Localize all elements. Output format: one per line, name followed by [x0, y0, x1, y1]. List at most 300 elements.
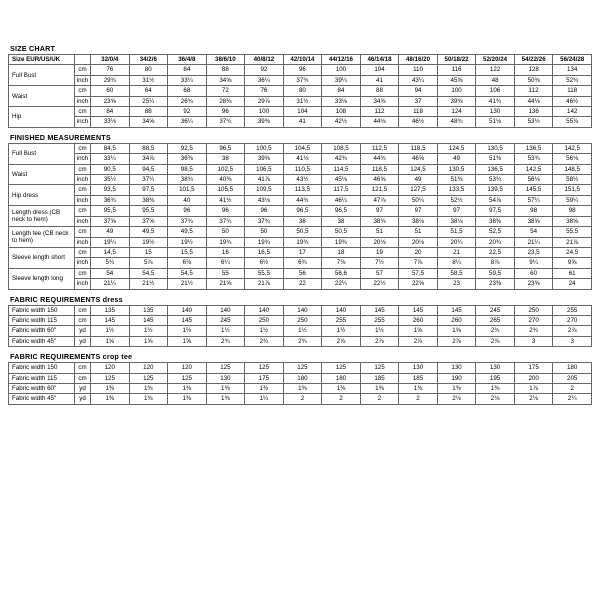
table-cell: 33¼	[91, 154, 130, 164]
table-cell: 104,5	[283, 143, 322, 153]
column-header-size: Size EUR/US/UK	[9, 55, 75, 65]
table-cell: 100	[437, 86, 476, 96]
table-cell: 21⅞	[245, 279, 284, 289]
table-cell: 1½	[245, 326, 284, 336]
column-header: 48/16/20	[399, 55, 438, 65]
table-cell: 25¼	[129, 96, 168, 106]
table-cell: 60	[91, 86, 130, 96]
column-header: 38/6/10	[206, 55, 245, 65]
table-cell: 2⅛	[514, 394, 553, 404]
table-cell: 38⅝	[553, 216, 592, 226]
table-cell: 31½	[129, 75, 168, 85]
table-cell: 128	[514, 65, 553, 75]
table-cell: 5¾	[91, 258, 130, 268]
table-cell: 130,5	[437, 164, 476, 174]
table-cell: 5⅞	[129, 258, 168, 268]
table-cell: 53¾	[514, 154, 553, 164]
table-cell: 2¾	[245, 336, 284, 346]
table-cell: 93,5	[91, 185, 130, 195]
table-cell: 1⅜	[91, 394, 130, 404]
row-label: Fabric width 45"	[9, 336, 75, 346]
table-cell: 1⅝	[91, 336, 130, 346]
row-unit: inch	[75, 175, 91, 185]
table-cell: 106	[476, 86, 515, 96]
table-cell: 118	[399, 107, 438, 117]
table-cell: 97,5	[129, 185, 168, 195]
table-cell: 118,5	[399, 143, 438, 153]
table-cell: 2⅛	[437, 394, 476, 404]
table-cell: 2⅞	[360, 336, 399, 346]
row-label: Fabric width 45"	[9, 394, 75, 404]
table-cell: 20	[399, 247, 438, 257]
table-cell: 2¼	[553, 394, 592, 404]
table-cell: 46½	[399, 117, 438, 127]
table-cell: 130	[206, 373, 245, 383]
table-cell: 38¾	[168, 175, 207, 185]
table-cell: 6¾	[283, 258, 322, 268]
table-cell: 14,5	[91, 247, 130, 257]
table-cell: 2¾	[476, 326, 515, 336]
table-cell: 98	[553, 206, 592, 216]
table-cell: 21¼	[514, 237, 553, 247]
table-cell: 24,5	[553, 247, 592, 257]
table-cell: 23⅜	[476, 279, 515, 289]
table-cell: 130	[399, 363, 438, 373]
table-cell: 1½	[129, 326, 168, 336]
table-cell: 48¾	[437, 117, 476, 127]
table-cell: 1⅜	[283, 383, 322, 393]
table-cell: 57	[360, 268, 399, 278]
table-cell: 56	[283, 268, 322, 278]
table-cell: 97	[399, 206, 438, 216]
table-cell: 16	[206, 247, 245, 257]
table-cell: 7½	[360, 258, 399, 268]
fabric-tee-table-wrapper	[8, 362, 592, 405]
table-cell: 1⅜	[129, 383, 168, 393]
table-cell: 118	[553, 86, 592, 96]
table-cell: 50,5	[322, 227, 361, 237]
table-cell: 22,5	[476, 247, 515, 257]
table-cell: 88,5	[129, 143, 168, 153]
table-cell: 96	[168, 206, 207, 216]
table-cell: 9⅝	[553, 258, 592, 268]
table-cell: 26¾	[168, 96, 207, 106]
table-cell: 124,5	[399, 164, 438, 174]
table-cell: 19¾	[206, 237, 245, 247]
table-cell: 37¾	[283, 75, 322, 85]
table-cell: 175	[245, 373, 284, 383]
table-cell: 142,5	[553, 143, 592, 153]
table-cell: 145	[91, 315, 130, 325]
table-cell: 1½	[91, 326, 130, 336]
column-header: 46/14/18	[360, 55, 399, 65]
table-cell: 38⅛	[399, 216, 438, 226]
table-cell: 37⅝	[91, 216, 130, 226]
table-cell: 22⅝	[399, 279, 438, 289]
table-cell: 55,5	[553, 227, 592, 237]
table-cell: 80	[129, 65, 168, 75]
table-cell: 19½	[129, 237, 168, 247]
table-cell: 59¼	[553, 195, 592, 205]
table-cell: 84	[322, 86, 361, 96]
table-cell: 118,5	[360, 164, 399, 174]
column-header: 44/12/16	[322, 55, 361, 65]
table-cell: 105,5	[206, 185, 245, 195]
table-cell: 125	[91, 373, 130, 383]
table-cell: 55,5	[245, 268, 284, 278]
table-cell: 140	[283, 305, 322, 315]
table-cell: 136	[514, 107, 553, 117]
table-cell: 42¾	[322, 154, 361, 164]
table-cell: 112	[514, 86, 553, 96]
table-cell: 200	[514, 373, 553, 383]
table-cell: 23,5	[514, 247, 553, 257]
table-cell: 2	[399, 394, 438, 404]
table-cell: 39⅜	[245, 117, 284, 127]
row-label: Fabric width 60"	[9, 383, 75, 393]
table-cell: 46½	[553, 96, 592, 106]
table-cell: 92	[168, 107, 207, 117]
table-cell: 54⅞	[476, 195, 515, 205]
table-cell: 106,5	[245, 164, 284, 174]
table-cell: 96,5	[322, 206, 361, 216]
table-cell: 140	[206, 305, 245, 315]
table-cell: 50¼	[399, 195, 438, 205]
table-cell: 1⅜	[360, 383, 399, 393]
column-header: 56/24/28	[553, 55, 592, 65]
table-row	[9, 206, 592, 216]
table-cell: 39⅝	[245, 154, 284, 164]
table-cell: 56⅛	[553, 154, 592, 164]
table-cell: 54,5	[129, 268, 168, 278]
table-cell: 53¾	[476, 175, 515, 185]
table-cell: 92,5	[168, 143, 207, 153]
table-cell: 125	[283, 363, 322, 373]
fabric-dress-table	[8, 305, 592, 348]
table-cell: 84	[168, 65, 207, 75]
table-cell: 110,5	[283, 164, 322, 174]
table-cell: 41½	[206, 195, 245, 205]
table-cell: 1⅝	[129, 336, 168, 346]
table-cell: 100	[245, 107, 284, 117]
table-cell: 64	[129, 86, 168, 96]
table-cell: 43½	[283, 175, 322, 185]
row-label: Sleeve length long	[9, 268, 75, 289]
table-cell: 120	[129, 363, 168, 373]
table-row	[9, 247, 592, 257]
table-cell: 125	[360, 363, 399, 373]
table-cell: 205	[553, 373, 592, 383]
table-cell: 52¾	[553, 75, 592, 85]
table-cell: 23	[437, 279, 476, 289]
table-cell: 43⅛	[245, 195, 284, 205]
column-header: 34/2/6	[129, 55, 168, 65]
fabric-tee-table	[8, 362, 592, 405]
table-cell: 6⅛	[168, 258, 207, 268]
table-cell: 190	[437, 373, 476, 383]
table-cell: 120	[168, 363, 207, 373]
table-cell: 20¼	[437, 237, 476, 247]
table-row	[9, 268, 592, 278]
table-cell: 1½	[168, 326, 207, 336]
table-cell: 145	[129, 315, 168, 325]
table-cell: 57¼	[514, 195, 553, 205]
table-cell: 38	[322, 216, 361, 226]
table-cell: 1⅝	[437, 326, 476, 336]
row-unit: inch	[75, 75, 91, 85]
row-label: Fabric width 150	[9, 305, 75, 315]
table-cell: 97	[360, 206, 399, 216]
size-chart-table-wrapper	[8, 54, 592, 128]
table-cell: 57,5	[399, 268, 438, 278]
table-cell: 44⅛	[514, 96, 553, 106]
table-cell: 38	[206, 154, 245, 164]
table-cell: 1½	[206, 326, 245, 336]
table-cell: 1⅝	[168, 336, 207, 346]
table-cell: 37¾	[206, 216, 245, 226]
table-cell: 2⅛	[476, 394, 515, 404]
row-label: Waist	[9, 86, 75, 107]
table-cell: 52,5	[476, 227, 515, 237]
table-cell: 51	[399, 227, 438, 237]
table-row	[9, 195, 592, 205]
row-unit: inch	[75, 117, 91, 127]
column-header: 50/18/22	[437, 55, 476, 65]
table-row	[9, 305, 592, 315]
table-row	[9, 315, 592, 325]
table-cell: 7⅞	[399, 258, 438, 268]
table-cell: 104	[283, 107, 322, 117]
row-unit: yd	[75, 336, 91, 346]
table-cell: 3	[514, 336, 553, 346]
column-header: 42/10/14	[283, 55, 322, 65]
row-unit: inch	[75, 216, 91, 226]
table-cell: 49,5	[168, 227, 207, 237]
table-row	[9, 117, 592, 127]
table-cell: 180	[283, 373, 322, 383]
table-cell: 142	[553, 107, 592, 117]
table-cell: 38⅜	[476, 216, 515, 226]
table-cell: 1⅜	[206, 383, 245, 393]
table-cell: 255	[322, 315, 361, 325]
table-cell: 96,5	[206, 143, 245, 153]
table-cell: 112	[360, 107, 399, 117]
row-unit: cm	[75, 107, 91, 117]
table-cell: 34⅝	[360, 96, 399, 106]
table-cell: 1⅞	[514, 383, 553, 393]
table-cell: 51⅜	[437, 175, 476, 185]
table-cell: 114,5	[322, 164, 361, 174]
row-label: Fabric width 60"	[9, 326, 75, 336]
table-cell: 148,5	[553, 164, 592, 174]
table-cell: 125	[322, 363, 361, 373]
table-cell: 109,5	[245, 185, 284, 195]
table-row	[9, 143, 592, 153]
table-cell: 102,5	[206, 164, 245, 174]
table-cell: 19½	[168, 237, 207, 247]
table-cell: 72	[206, 86, 245, 96]
table-cell: 88	[206, 65, 245, 75]
table-cell: 33⅛	[322, 96, 361, 106]
row-label: Length tee (CB neck to hem)	[9, 227, 75, 248]
table-cell: 58½	[553, 175, 592, 185]
row-unit: cm	[75, 65, 91, 75]
table-cell: 125	[168, 373, 207, 383]
table-cell: 36¼	[245, 75, 284, 85]
table-cell: 9¼	[514, 258, 553, 268]
row-label: Full Bust	[9, 143, 75, 164]
table-row	[9, 373, 592, 383]
table-cell: 17	[283, 247, 322, 257]
table-cell: 19¼	[91, 237, 130, 247]
table-cell: 53½	[514, 117, 553, 127]
table-cell: 245	[206, 315, 245, 325]
row-unit: cm	[75, 305, 91, 315]
fabric-dress-title: FABRIC REQUIREMENTS dress	[10, 294, 123, 304]
table-cell: 48	[476, 75, 515, 85]
table-cell: 2	[553, 383, 592, 393]
table-row	[9, 326, 592, 336]
table-cell: 135	[91, 305, 130, 315]
table-cell: 124	[437, 107, 476, 117]
table-cell: 23⅝	[91, 96, 130, 106]
table-cell: 37⅝	[129, 216, 168, 226]
table-cell: 21¼	[91, 279, 130, 289]
table-cell: 49	[437, 154, 476, 164]
table-cell: 1⅜	[129, 394, 168, 404]
column-header: 36/4/8	[168, 55, 207, 65]
table-cell: 34⅝	[206, 75, 245, 85]
table-cell: 2⅞	[437, 336, 476, 346]
table-cell: 19¾	[322, 237, 361, 247]
table-cell: 38	[283, 216, 322, 226]
table-cell: 88	[360, 86, 399, 96]
table-cell: 23⅝	[514, 279, 553, 289]
row-unit: cm	[75, 164, 91, 174]
table-cell: 2	[360, 394, 399, 404]
table-cell: 50,5	[283, 227, 322, 237]
table-cell: 76	[245, 86, 284, 96]
table-cell: 22	[283, 279, 322, 289]
table-cell: 124,5	[437, 143, 476, 153]
table-cell: 94	[399, 86, 438, 96]
table-cell: 68	[168, 86, 207, 96]
table-cell: 94,5	[129, 164, 168, 174]
table-cell: 44¾	[283, 195, 322, 205]
table-cell: 136,5	[514, 143, 553, 153]
table-cell: 1½	[360, 326, 399, 336]
table-cell: 96	[206, 206, 245, 216]
table-cell: 1⅜	[168, 383, 207, 393]
table-cell: 145	[360, 305, 399, 315]
table-cell: 116	[437, 65, 476, 75]
row-unit: yd	[75, 326, 91, 336]
table-cell: 96	[245, 206, 284, 216]
table-cell: 1½	[283, 326, 322, 336]
table-cell: 37¾	[206, 117, 245, 127]
table-cell: 24	[553, 279, 592, 289]
table-cell: 22½	[360, 279, 399, 289]
table-cell: 41¾	[476, 96, 515, 106]
table-cell: 125	[206, 363, 245, 373]
table-cell: 45⅛	[322, 175, 361, 185]
table-cell: 22¼	[322, 279, 361, 289]
table-cell: 145,5	[514, 185, 553, 195]
table-cell: 117,5	[322, 185, 361, 195]
table-cell: 40⅜	[206, 175, 245, 185]
table-cell: 121,5	[360, 185, 399, 195]
table-cell: 180	[322, 373, 361, 383]
column-header: 40/8/12	[245, 55, 284, 65]
table-cell: 130,5	[476, 143, 515, 153]
size-chart-table	[8, 54, 592, 128]
table-cell: 44⅛	[360, 117, 399, 127]
row-label: Fabric width 115	[9, 373, 75, 383]
table-cell: 55	[206, 268, 245, 278]
table-cell: 21	[437, 247, 476, 257]
table-cell: 255	[360, 315, 399, 325]
table-row	[9, 383, 592, 393]
table-cell: 133,5	[437, 185, 476, 195]
table-cell: 97	[437, 206, 476, 216]
table-cell: 245	[476, 305, 515, 315]
table-cell: 140	[245, 305, 284, 315]
table-cell: 95,5	[91, 206, 130, 216]
table-row	[9, 258, 592, 268]
table-cell: 37¼	[129, 175, 168, 185]
table-cell: 1½	[322, 326, 361, 336]
table-cell: 1¼	[245, 394, 284, 404]
table-cell: 34⅝	[129, 117, 168, 127]
table-cell: 56⅛	[514, 175, 553, 185]
table-row	[9, 175, 592, 185]
table-cell: 39¼	[322, 75, 361, 85]
row-unit: yd	[75, 383, 91, 393]
table-cell: 97,5	[476, 206, 515, 216]
table-cell: 38⅛	[360, 216, 399, 226]
table-cell: 125	[129, 373, 168, 383]
table-cell: 50	[245, 227, 284, 237]
table-row	[9, 96, 592, 106]
table-cell: 18	[322, 247, 361, 257]
table-cell: 255	[553, 305, 592, 315]
table-cell: 1⅜	[322, 383, 361, 393]
table-cell: 21⅝	[206, 279, 245, 289]
table-cell: 100,5	[245, 143, 284, 153]
table-cell: 145	[437, 305, 476, 315]
row-unit: cm	[75, 268, 91, 278]
table-cell: 6½	[245, 258, 284, 268]
table-cell: 139,5	[476, 185, 515, 195]
row-label: Full Bust	[9, 65, 75, 86]
table-cell: 100	[322, 65, 361, 75]
row-unit: cm	[75, 86, 91, 96]
finished-measurements-table	[8, 143, 592, 290]
table-cell: 98,5	[168, 164, 207, 174]
table-cell: 21½	[129, 279, 168, 289]
table-cell: 49	[399, 175, 438, 185]
table-cell: 145	[168, 315, 207, 325]
table-row	[9, 154, 592, 164]
table-cell: 50⅜	[514, 75, 553, 85]
table-cell: 54	[514, 227, 553, 237]
table-cell: 33⅛	[91, 117, 130, 127]
table-cell: 80	[283, 86, 322, 96]
table-cell: 130	[437, 363, 476, 373]
table-cell: 185	[360, 373, 399, 383]
table-cell: 130	[476, 363, 515, 373]
table-cell: 39⅜	[437, 96, 476, 106]
